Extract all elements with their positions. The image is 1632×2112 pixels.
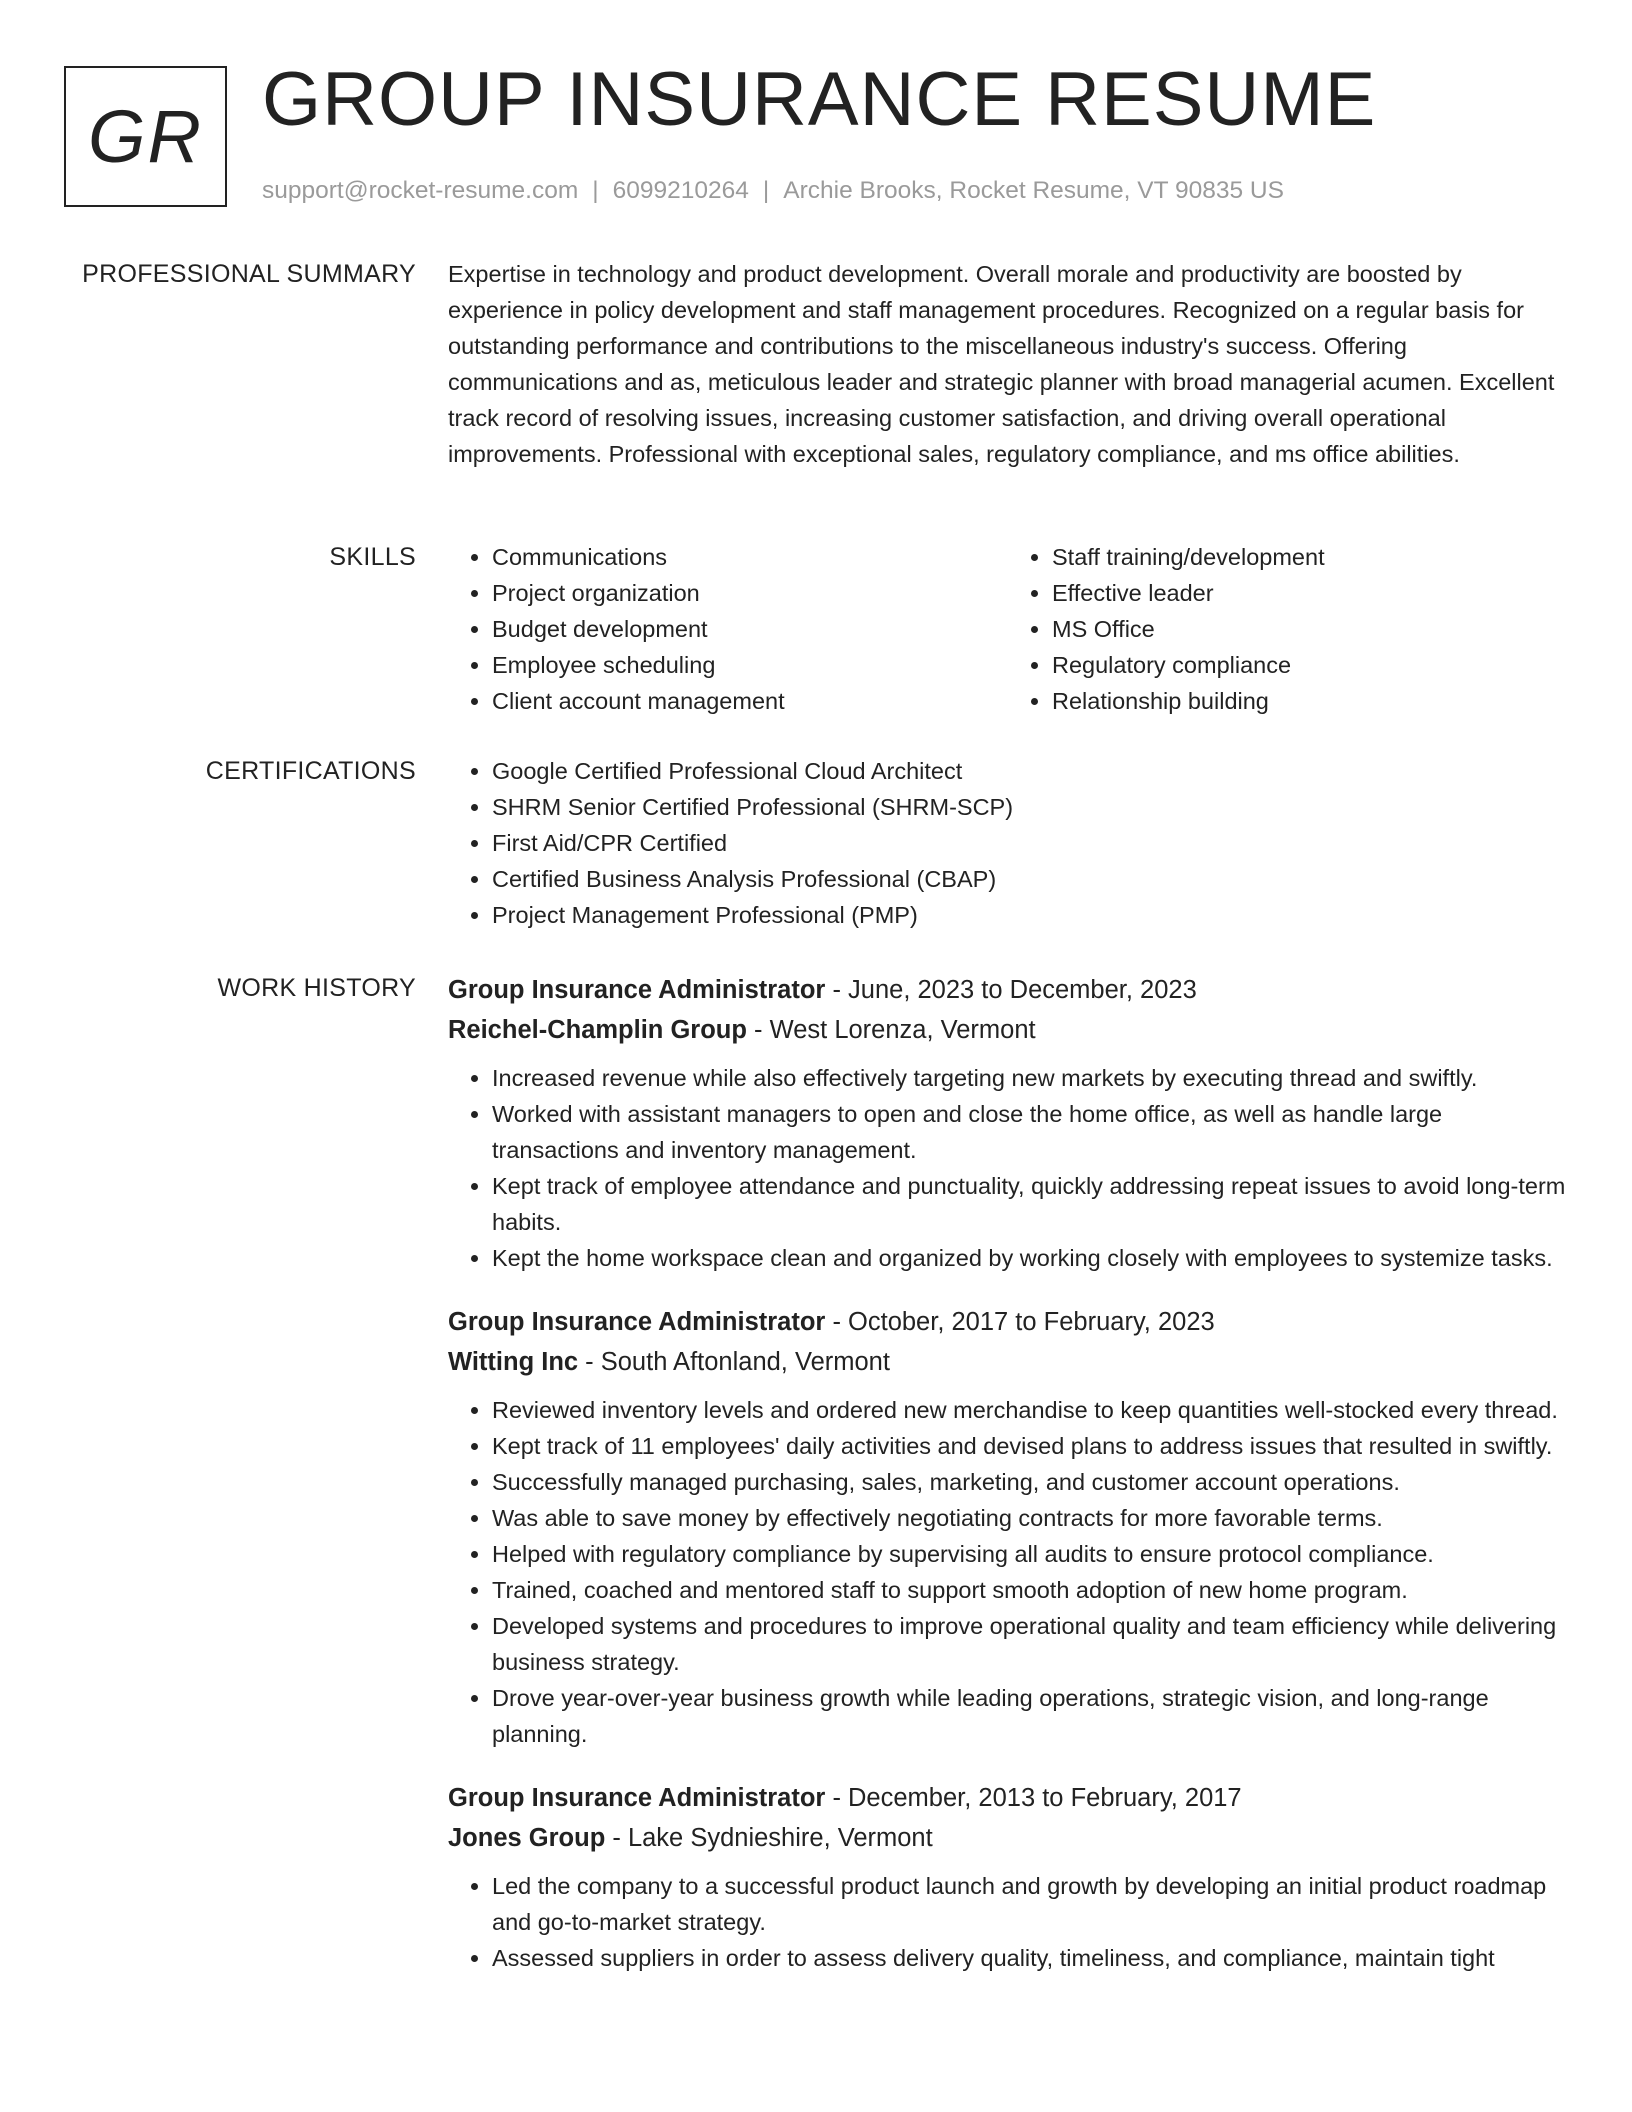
job-bullets bbox=[448, 1392, 1568, 1752]
job-location: - West Lorenza, Vermont bbox=[746, 1016, 1036, 1044]
job-title: Group Insurance Administrator bbox=[448, 1784, 826, 1812]
skill-item: • Effective leader bbox=[1052, 575, 1568, 611]
job-bullet: • Was able to save money by effectively negotiating contracts for more favorable terms. bbox=[492, 1500, 1568, 1536]
skill-item: • MS Office bbox=[1052, 611, 1568, 647]
job-company: Witting Inc bbox=[448, 1348, 579, 1376]
contact-address: Archie Brooks, Rocket Resume, VT 90835 US bbox=[783, 177, 1284, 204]
skill-item: • Client account management bbox=[492, 683, 1008, 719]
skill-item: • Budget development bbox=[492, 611, 1008, 647]
summary-text: Expertise in technology and product development. Overall morale and productivity are boosted by experience in policy development and staff management procedures. Recognized on a regular basis for outstanding performance and contributions to the miscellaneous industry's success. Offering communications and as, meticulous leader and strategic planner with broad managerial acumen. Excellent track record of resolving issues, increasing customer satisfaction, and driving overall operational improvements. Professional with exceptional sales, regulatory compliance, and ms office abilities. bbox=[448, 261, 1555, 467]
contact-line bbox=[262, 176, 1284, 206]
certification-item: • First Aid/CPR Certified bbox=[492, 825, 1568, 861]
job-bullet: • Kept the home workspace clean and organized by working closely with employees to systemize tasks. bbox=[492, 1240, 1568, 1276]
certification-item: • Certified Business Analysis Professional (CBAP) bbox=[492, 861, 1568, 897]
skills-body bbox=[448, 539, 1568, 719]
job-bullet: • Drove year-over-year business growth while leading operations, strategic vision, and long-range planning. bbox=[492, 1680, 1568, 1752]
job-bullet: • Kept track of 11 employees' daily activities and devised plans to address issues that resulted in swiftly. bbox=[492, 1428, 1568, 1464]
job-bullet: • Reviewed inventory levels and ordered new merchandise to keep quantities well-stocked every thread. bbox=[492, 1392, 1568, 1428]
job-dates: - October, 2017 to February, 2023 bbox=[825, 1308, 1215, 1336]
skill-item: • Project organization bbox=[492, 575, 1008, 611]
monogram-box bbox=[64, 66, 227, 207]
job-bullets bbox=[448, 1868, 1568, 1976]
work-history-body bbox=[448, 970, 1568, 2002]
job-dates: - December, 2013 to February, 2017 bbox=[825, 1784, 1242, 1812]
skill-item: • Staff training/development bbox=[1052, 539, 1568, 575]
job-company: Jones Group bbox=[448, 1824, 606, 1852]
section-label-skills: SKILLS bbox=[329, 543, 416, 571]
monogram-initials: GR bbox=[88, 94, 203, 178]
job-company: Reichel-Champlin Group bbox=[448, 1016, 747, 1044]
summary-body bbox=[448, 256, 1568, 472]
job-title-line bbox=[448, 970, 1568, 1010]
section-label-work-history: WORK HISTORY bbox=[217, 974, 416, 1002]
job-location: - Lake Sydnieshire, Vermont bbox=[605, 1824, 933, 1852]
skill-item: • Employee scheduling bbox=[492, 647, 1008, 683]
job-title-line bbox=[448, 1302, 1568, 1342]
skill-item: • Relationship building bbox=[1052, 683, 1568, 719]
resume-title: GROUP INSURANCE RESUME bbox=[262, 57, 1377, 142]
certifications-list bbox=[448, 753, 1568, 933]
job-bullet: • Increased revenue while also effectively targeting new markets by executing thread and swiftly. bbox=[492, 1060, 1568, 1096]
job-location: - South Aftonland, Vermont bbox=[578, 1348, 890, 1376]
contact-email: support@rocket-resume.com bbox=[262, 177, 579, 204]
job-title: Group Insurance Administrator bbox=[448, 976, 826, 1004]
job-company-line bbox=[448, 1818, 1568, 1858]
section-label-summary: PROFESSIONAL SUMMARY bbox=[82, 260, 416, 288]
certification-item: • SHRM Senior Certified Professional (SHRM-SCP) bbox=[492, 789, 1568, 825]
certifications-body bbox=[448, 753, 1568, 933]
job-bullet: • Worked with assistant managers to open and close the home office, as well as handle large transactions and inventory management. bbox=[492, 1096, 1568, 1168]
contact-phone: 6099210264 bbox=[612, 177, 749, 204]
skill-item: • Communications bbox=[492, 539, 1008, 575]
contact-separator: | bbox=[592, 177, 599, 204]
job-company-line bbox=[448, 1342, 1568, 1382]
contact-separator: | bbox=[762, 177, 770, 204]
certification-item: • Google Certified Professional Cloud Architect bbox=[492, 753, 1568, 789]
job-bullet: • Developed systems and procedures to improve operational quality and team efficiency while delivering business strategy. bbox=[492, 1608, 1568, 1680]
skill-item: • Regulatory compliance bbox=[1052, 647, 1568, 683]
job-bullets bbox=[448, 1060, 1568, 1276]
job-entry bbox=[448, 1778, 1568, 1976]
job-bullet: • Led the company to a successful product launch and growth by developing an initial product roadmap and go-to-market strategy. bbox=[492, 1868, 1568, 1940]
job-title: Group Insurance Administrator bbox=[448, 1308, 826, 1336]
section-label-certifications: CERTIFICATIONS bbox=[205, 757, 416, 785]
job-bullet: • Successfully managed purchasing, sales, marketing, and customer account operations. bbox=[492, 1464, 1568, 1500]
job-bullet: • Assessed suppliers in order to assess delivery quality, timeliness, and compliance, maintain tight bbox=[492, 1940, 1568, 1976]
job-title-line bbox=[448, 1778, 1568, 1818]
job-bullet: • Trained, coached and mentored staff to support smooth adoption of new home program. bbox=[492, 1572, 1568, 1608]
job-dates: - June, 2023 to December, 2023 bbox=[825, 976, 1197, 1004]
job-entry bbox=[448, 970, 1568, 1276]
job-company-line bbox=[448, 1010, 1568, 1050]
job-entry bbox=[448, 1302, 1568, 1752]
skills-list-left bbox=[448, 539, 1008, 719]
skills-list-right bbox=[1008, 539, 1568, 719]
certification-item: • Project Management Professional (PMP) bbox=[492, 897, 1568, 933]
job-bullet: • Kept track of employee attendance and punctuality, quickly addressing repeat issues to avoid long-term habits. bbox=[492, 1168, 1568, 1240]
job-bullet: • Helped with regulatory compliance by supervising all audits to ensure protocol compliance. bbox=[492, 1536, 1568, 1572]
